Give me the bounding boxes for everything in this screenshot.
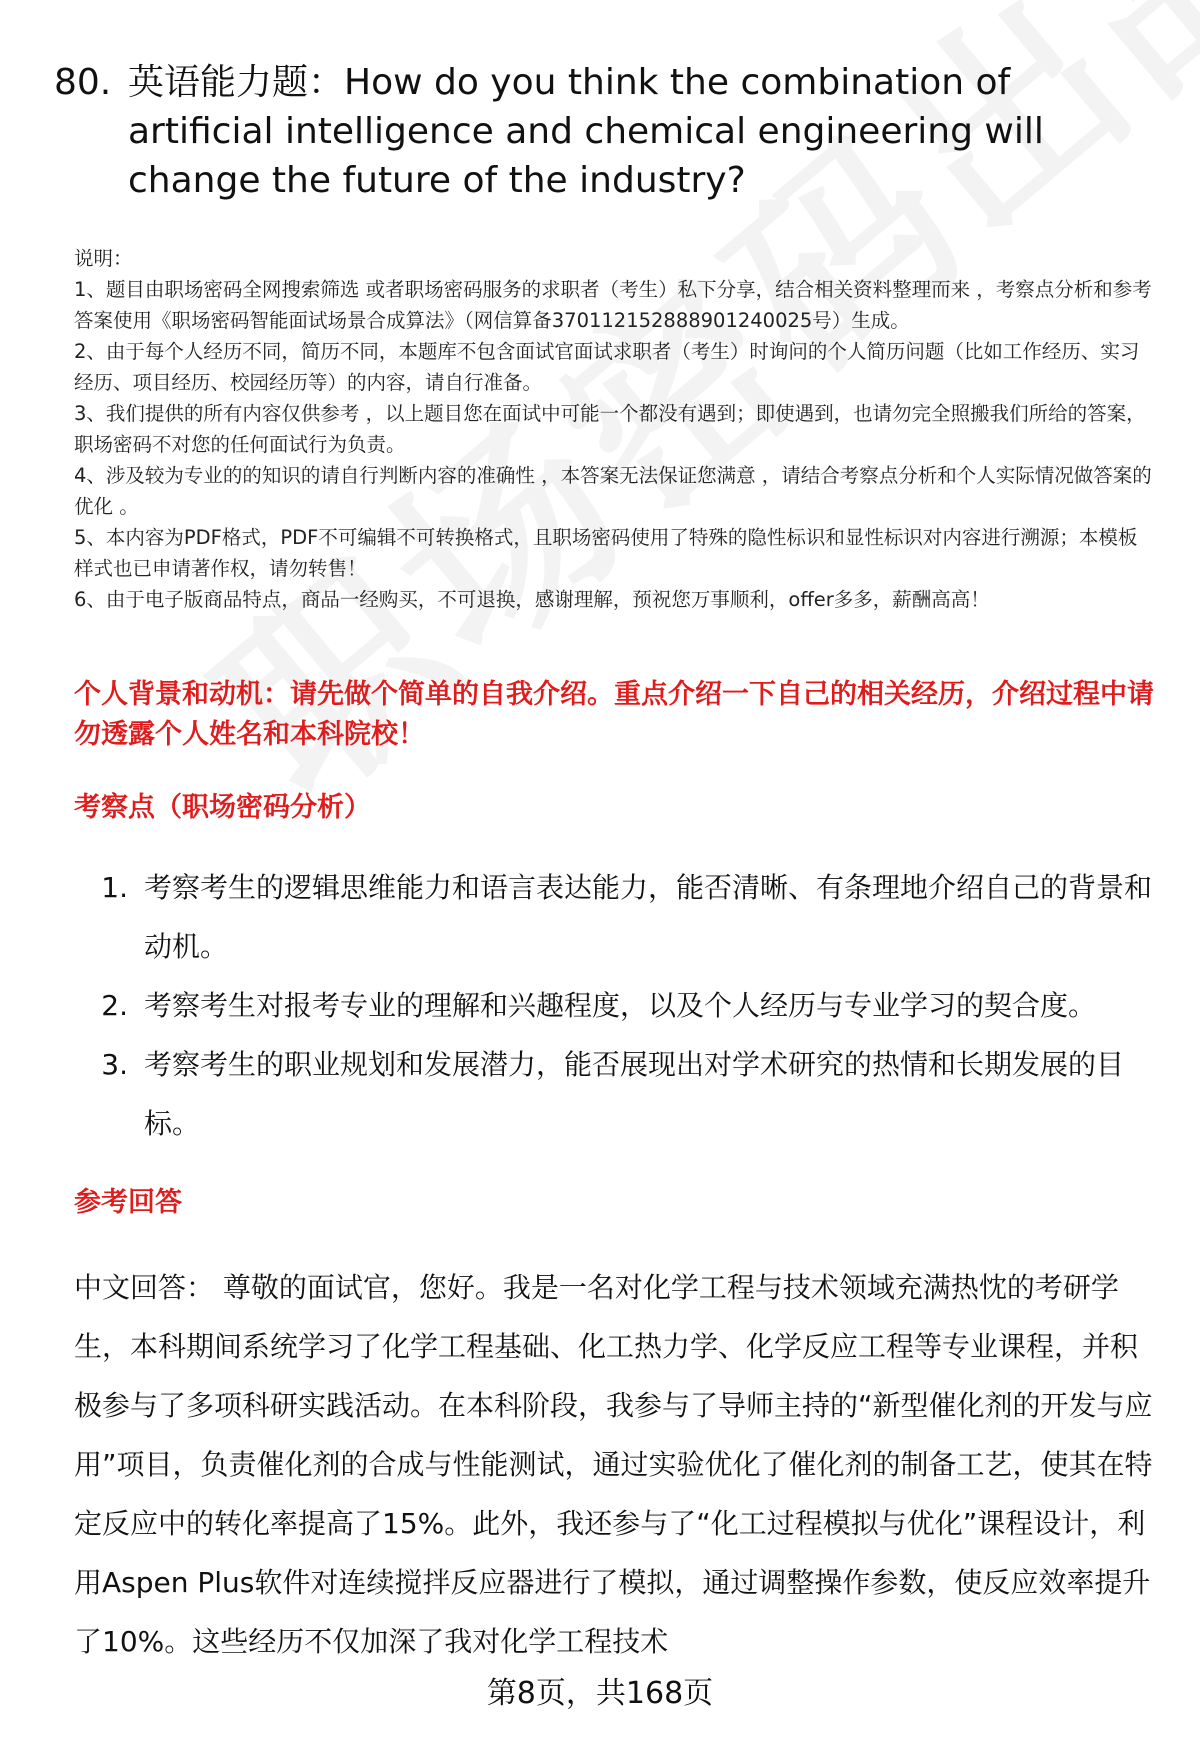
note-item: 5、本内容为PDF格式，PDF不可编辑不可转换格式，且职场密码使用了特殊的隐性标识和显性标识对内容进行溯源；本模板样式也已申请著作权，请勿转售！ [74, 526, 1138, 580]
note-item: 1、题目由职场密码全网搜索筛选 或者职场密码服务的求职者（考生）私下分享，结合相关资料整理而来 ，考察点分析和参考答案使用《职场密码智能面试场景合成算法》（网信算备370112152888901240025号）生成。 [74, 278, 1152, 332]
list-item [74, 1035, 1154, 1153]
notes-section [74, 243, 1154, 615]
list-item-number: 1. [101, 871, 128, 904]
note-item: 3、我们提供的所有内容仅供参考 ，以上题目您在面试中可能一个都没有遇到；即使遇到，也请勿完全照搬我们所给的答案，职场密码不对您的任何面试行为负责。 [74, 402, 1146, 456]
list-item-number: 3. [101, 1048, 128, 1081]
question-title [54, 58, 1154, 205]
list-item [74, 976, 1154, 1035]
background-heading: 个人背景和动机：请先做个简单的自我介绍。重点介绍一下自己的相关经历，介绍过程中请勿透露个人姓名和本科院校！ [74, 679, 1154, 750]
answer-heading: 参考回答 [74, 1187, 182, 1218]
question-number: 80. [54, 62, 112, 103]
list-item-number: 2. [101, 989, 128, 1022]
list-item-text: 考察考生的逻辑思维能力和语言表达能力，能否清晰、有条理地介绍自己的背景和动机。 [144, 871, 1153, 963]
key-points-heading: 考察点（职场密码分析） [74, 792, 371, 823]
page-footer: 第8页，共168页 [486, 1676, 714, 1711]
list-item-text: 考察考生对报考专业的理解和兴趣程度，以及个人经历与专业学习的契合度。 [144, 989, 1097, 1022]
notes-title: 说明： [74, 247, 133, 270]
list-item-text: 考察考生的职业规划和发展潜力，能否展现出对学术研究的热情和长期发展的目标。 [144, 1048, 1125, 1140]
key-points-list [74, 858, 1154, 1153]
answer-text: 中文回答： 尊敬的面试官，您好。我是一名对化学工程与技术领域充满热忱的考研学生，本科期间系统学习了化学工程基础、化工热力学、化学反应工程等专业课程，并积极参与了多项科研实践活动。在本科阶段，我参与了导师主持的“新型催化剂的开发与应用”项目，负责催化剂的合成与性能测试，通过实验优化了催化剂的制备工艺，使其在特定反应中的转化率提高了15%。此外，我还参与了“化工过程模拟与优化”课程设计，利用Aspen Plus软件对连续搅拌反应器进行了模拟，通过调整操作参数，使反应效率提升了10%。这些经历不仅加深了我对化学工程技术 [74, 1271, 1153, 1658]
note-item: 2、由于每个人经历不同，简历不同，本题库不包含面试官面试求职者（考生）时询问的个人简历问题（比如工作经历、实习经历、项目经历、校园经历等）的内容，请自行准备。 [74, 340, 1140, 394]
note-item: 4、涉及较为专业的的知识的请自行判断内容的准确性 ，本答案无法保证您满意 ，请结合考察点分析和个人实际情况做答案的优化 。 [74, 464, 1152, 518]
question-text: 英语能力题：How do you think the combination of artificial intelligence and chemical engineering will change the future of the industry? [128, 62, 1044, 201]
list-item [74, 858, 1154, 976]
note-item: 6、由于电子版商品特点，商品一经购买，不可退换，感谢理解，预祝您万事顺利，offer多多，薪酬高高！ [74, 588, 990, 611]
